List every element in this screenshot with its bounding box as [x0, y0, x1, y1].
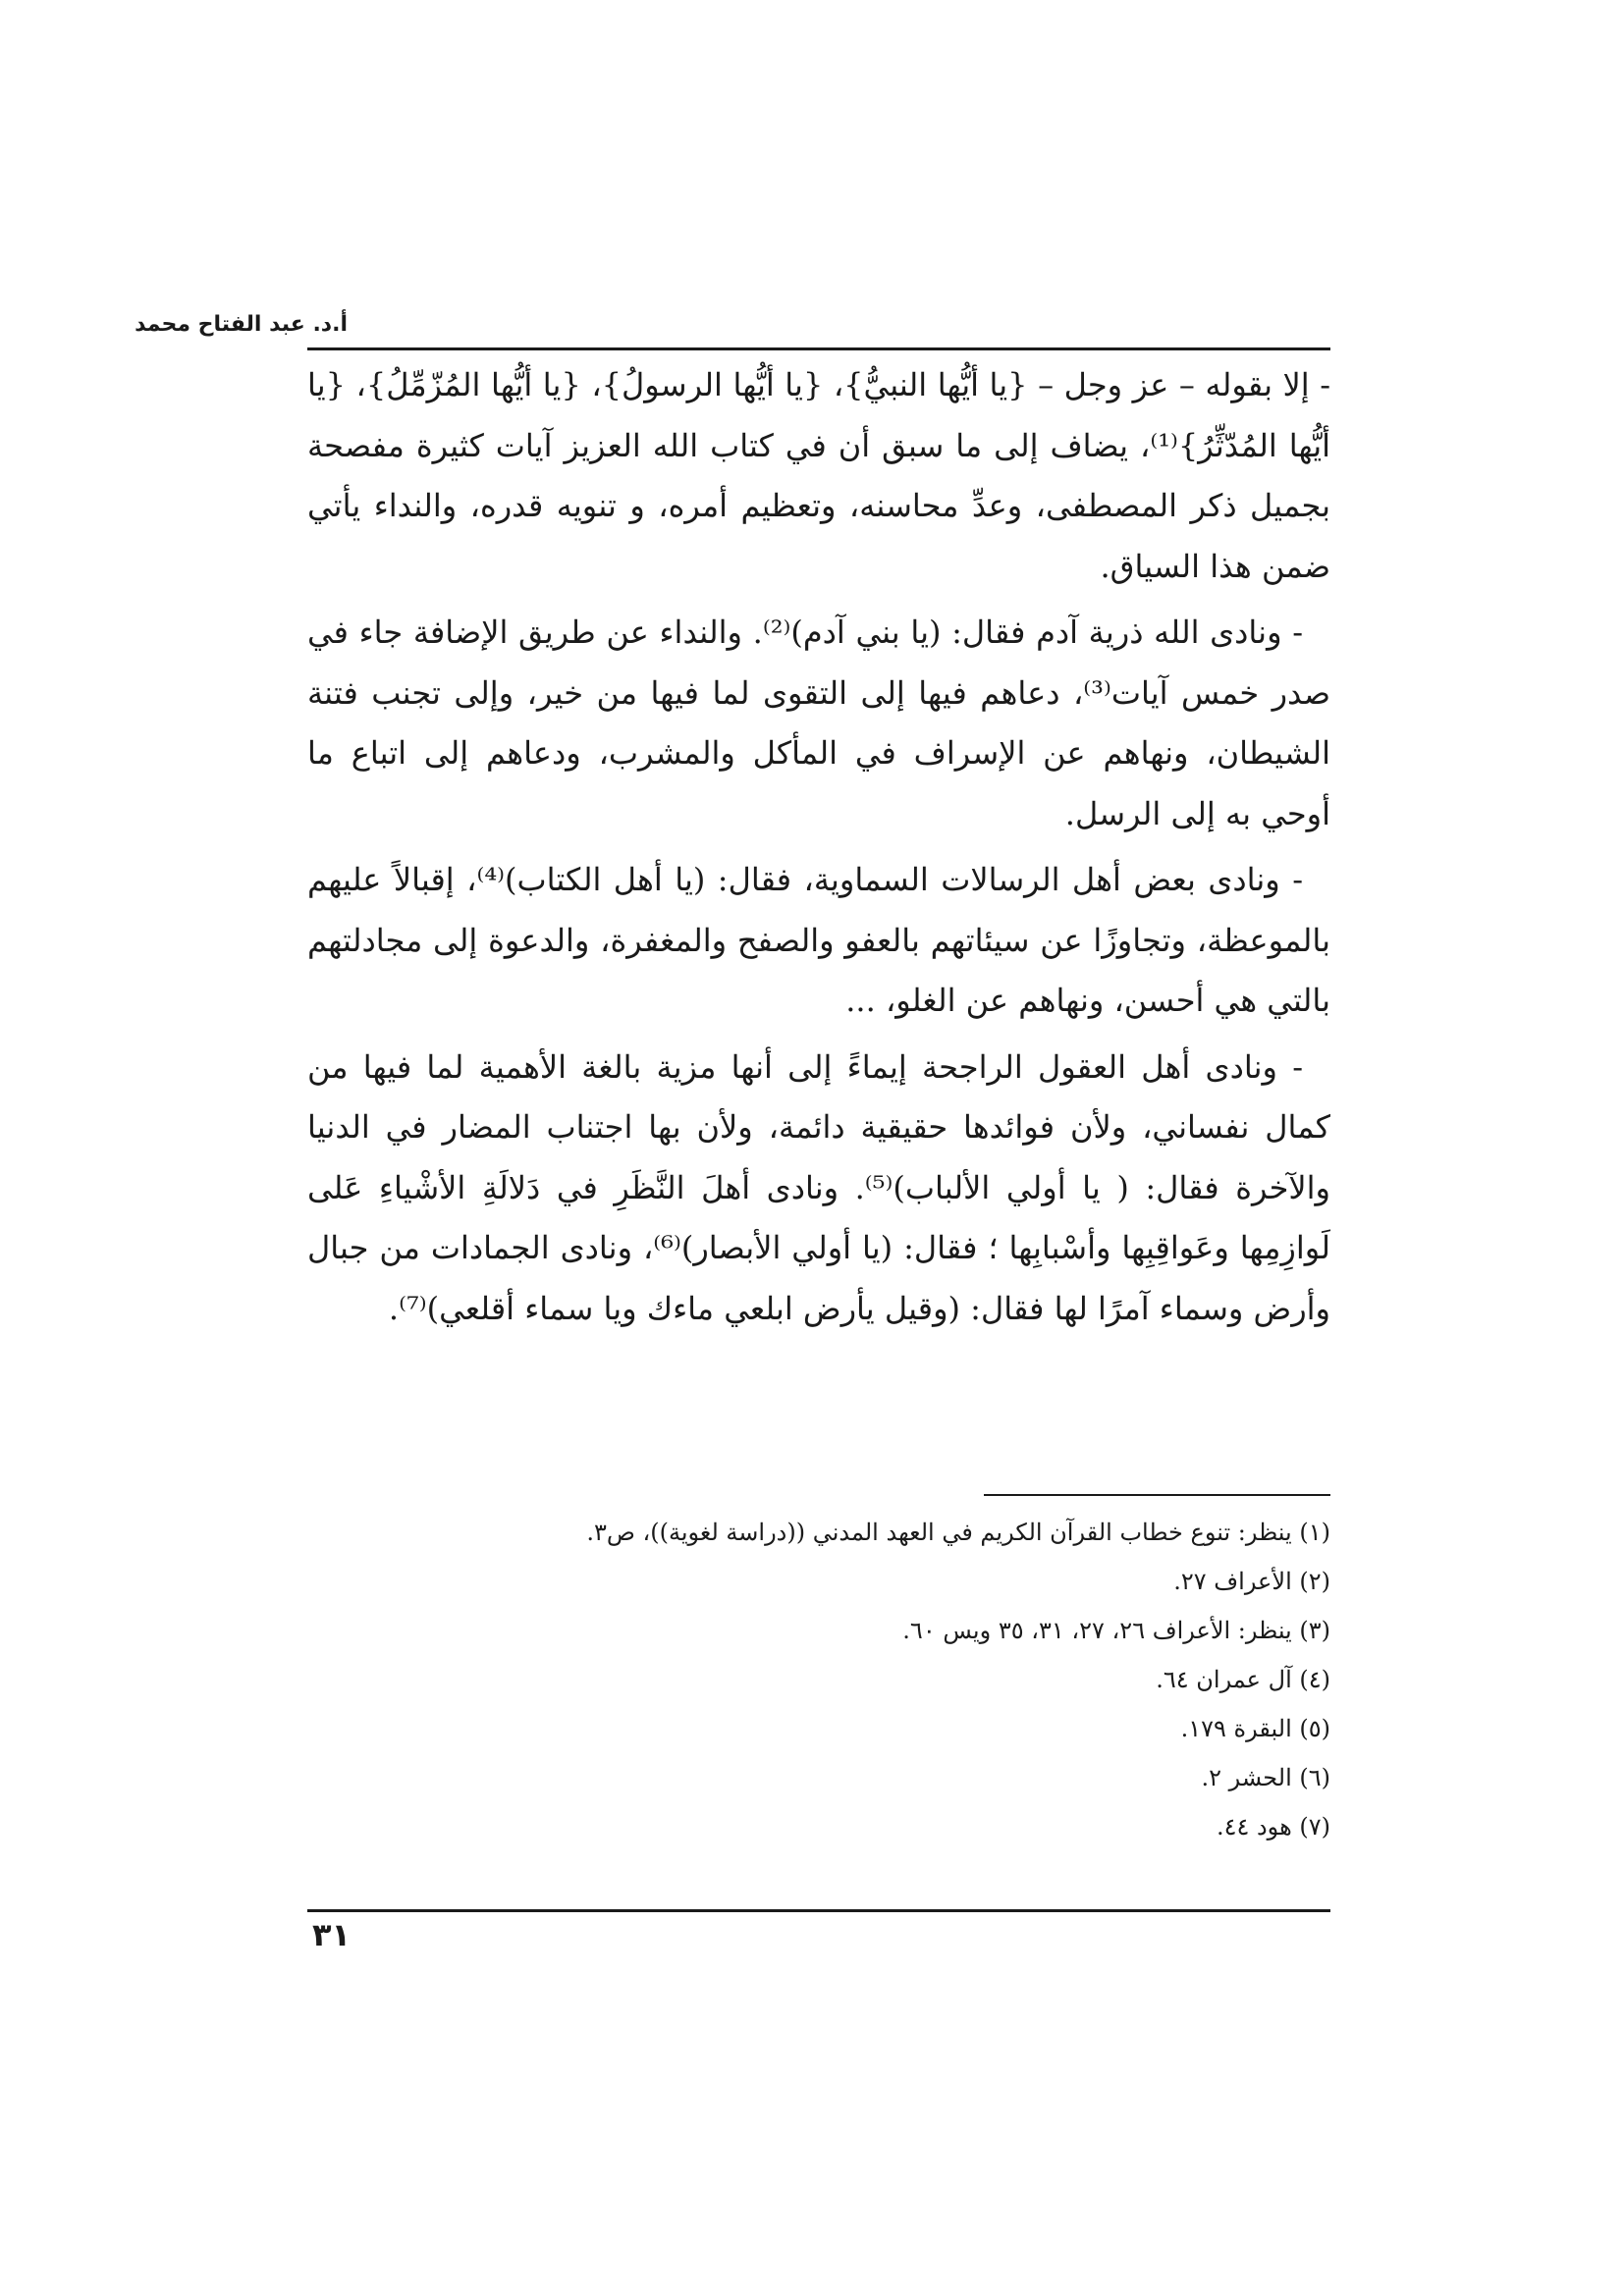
main-text	[307, 355, 1330, 1345]
footnote-1: (١) ينظر: تنوع خطاب القرآن الكريم في العهد المدني ((دراسة لغوية))، ص٣.	[586, 1519, 1330, 1546]
footer-rule	[307, 1909, 1330, 1912]
footnote-separator	[984, 1494, 1330, 1496]
page-number: ٣١	[312, 1916, 352, 1953]
footnote-5: (٥) البقرة ١٧٩.	[1180, 1715, 1330, 1742]
paragraph-3: - ونادى بعض أهل الرسالات السماوية، فقال: (يا أهل الكتاب)⁽⁴⁾، إقبالاً عليهم بالموعظة، وتجاوزًا عن سيئاتهم بالعفو والصفح والمغفرة، والدعوة إلى مجادلتهم بالتي هي أحسن، ونهاهم عن الغلو، ...	[307, 861, 1330, 1019]
footnote-2: (٢) الأعراف ٢٧.	[1173, 1568, 1330, 1595]
running-header-author: أ.د. عبد الفتاح محمد	[135, 312, 348, 337]
paragraph-1: - إلا بقوله – عز وجل – {يا أيُّها النبيُّ}، {يا أيُّها الرسولُ}، {يا أيُّها المُزّمِّلُ}، {يا أيُّها المُدّثِّرُ}⁽¹⁾، يضاف إلى ما سبق أن في كتاب الله العزيز آيات كثيرة مفصحة بجميل ذكر المصطفى، وعدِّ محاسنه، وتعظيم أمره، و تنويه قدره، والنداء يأتي ضمن هذا السياق.	[307, 366, 1331, 585]
header-rule	[307, 347, 1330, 350]
footnote-3: (٣) ينظر: الأعراف ٢٦، ٢٧، ٣١، ٣٥ ويس ٦٠.	[902, 1617, 1330, 1644]
footnotes	[307, 1508, 1330, 1851]
paragraph-4: - ونادى أهل العقول الراجحة إيماءً إلى أنها مزية بالغة الأهمية لما فيها من كمال نفساني، ولأن فوائدها حقيقية دائمة، ولأن بها اجتناب المضار في الدنيا والآخرة فقال: ( يا أولي الألباب)⁽⁵⁾. ونادى أهلَ النَّظَرِ في دَلالَةِ الأشْياءِ عَلى لَوازِمِها وعَواقِبِها وأسْبابِها ؛ فقال: (يا أولي الأبصار)⁽⁶⁾، ونادى الجمادات من جبال وأرض وسماء آمرًا لها فقال: (وقيل يأرض ابلعي ماءك ويا سماء أقلعي)⁽⁷⁾.	[307, 1047, 1331, 1327]
footnote-4: (٤) آل عمران ٦٤.	[1156, 1666, 1330, 1693]
footnote-7: (٧) هود ٤٤.	[1216, 1813, 1330, 1841]
paragraph-2: - ونادى الله ذرية آدم فقال: (يا بني آدم)⁽²⁾. والنداء عن طريق الإضافة جاء في صدر خمس آيات⁽³⁾، دعاهم فيها إلى التقوى لما فيها من خير، وإلى تجنب فتنة الشيطان، ونهاهم عن الإسراف في المأكل والمشرب، ودعاهم إلى اتباع ما أوحي به إلى الرسل.	[307, 614, 1331, 832]
footnote-6: (٦) الحشر ٢.	[1201, 1764, 1330, 1791]
